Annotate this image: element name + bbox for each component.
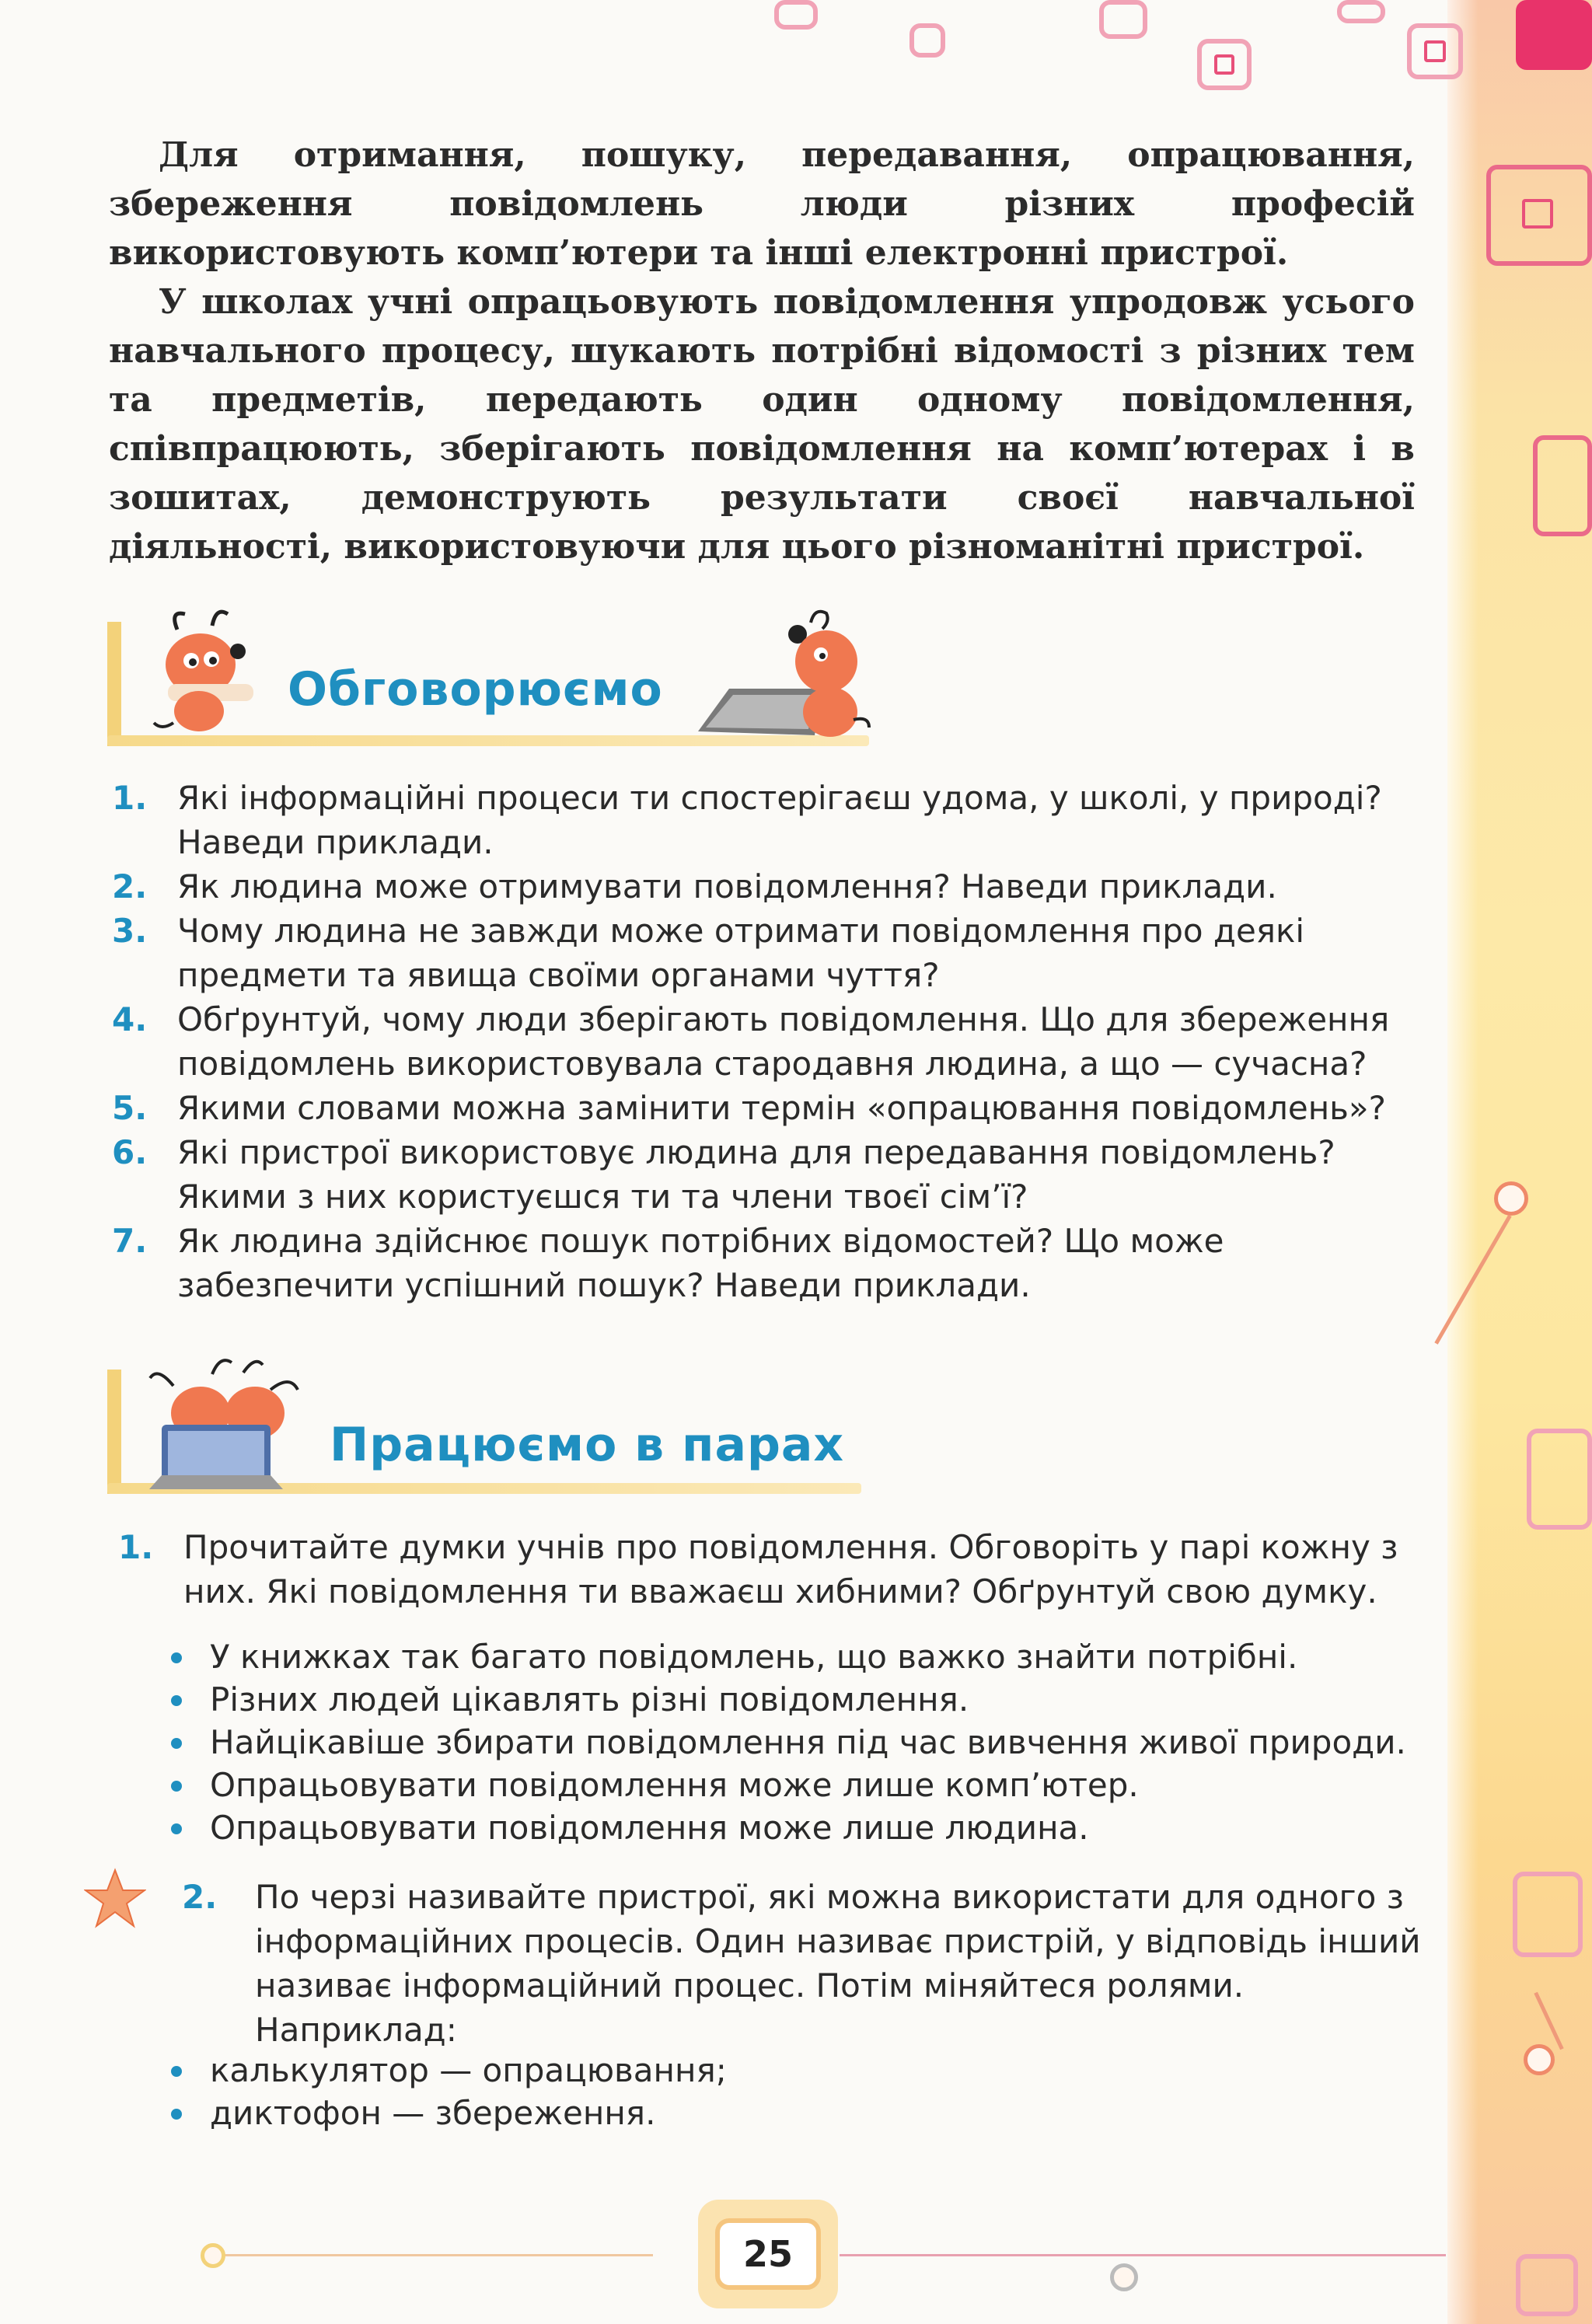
list-item — [117, 1875, 1423, 2052]
list-item — [165, 1635, 1424, 1678]
bullet-text: диктофон — збереження. — [210, 2094, 656, 2132]
bullet-icon — [171, 1652, 182, 1663]
list-item — [107, 909, 1421, 997]
decorative-circle — [1110, 2263, 1138, 2291]
bullet-text: Опрацьовувати повідомлення може лише комп’ютер. — [210, 1766, 1139, 1804]
pairs-task-list — [113, 1525, 1421, 1614]
decorative-circle — [1524, 2044, 1555, 2075]
section-header-pairs — [107, 1362, 861, 1494]
list-item — [165, 1678, 1424, 1721]
bullet-text: Опрацьовувати повідомлення може лише людина. — [210, 1809, 1089, 1847]
question-text: Які інформаційні процеси ти спостерігаєш удома, у школі, у природі? Наведи приклади. — [177, 779, 1382, 861]
bullet-icon — [171, 1781, 182, 1792]
discuss-question-list — [107, 776, 1421, 1307]
decorative-square — [1516, 2254, 1578, 2316]
example-bullet-list — [165, 2049, 1424, 2134]
question-text: Як людина здійснює пошук потрібних відомостей? Що може забезпечити успішний пошук? Наведи приклади. — [177, 1222, 1224, 1304]
pairs-task-list — [117, 1875, 1423, 2052]
question-text: Якими словами можна замінити термін «опрацювання повідомлень»? — [177, 1089, 1386, 1127]
section-title-pairs: Працюємо в парах — [330, 1418, 845, 1472]
bullet-text: У книжках так багато повідомлень, що важко знайти потрібні. — [210, 1638, 1298, 1676]
list-item — [165, 1806, 1424, 1849]
page-number-badge — [698, 2200, 838, 2308]
bullet-icon — [171, 2066, 182, 2077]
list-item — [107, 997, 1421, 1086]
decorative-circle — [201, 2243, 225, 2268]
decorative-side-band — [1447, 0, 1592, 2324]
decorative-line — [840, 2254, 1446, 2256]
decorative-square — [1513, 1872, 1583, 1957]
bullet-icon — [171, 1823, 182, 1834]
task-text: По черзі називайте пристрої, які можна використати для одного з інформаційних процесів. Один називає пристрій, у відповідь інший називає інформаційний процес. Потім міняйтеся ролями. Наприклад: — [255, 1878, 1421, 2049]
list-item — [165, 1721, 1424, 1764]
list-item — [107, 776, 1421, 864]
cartoon-dogs-laptop-icon — [138, 1351, 325, 1491]
decorative-circle — [1494, 1181, 1528, 1216]
task-number: 2. — [182, 1878, 218, 1916]
decorative-square — [1527, 1429, 1592, 1530]
task-text: Прочитайте думки учнів про повідомлення. Обговоріть у парі кожну з них. Які повідомлення ти вважаєш хибними? Обґрунтуй свою думку. — [183, 1528, 1398, 1610]
cartoon-dog-laptop-icon — [698, 603, 885, 743]
question-text: Які пристрої використовує людина для передавання повідомлень? Якими з них користуєшся ти та члени твоєї сім’ї? — [177, 1133, 1335, 1216]
decorative-square — [1486, 165, 1592, 266]
question-number: 5. — [112, 1089, 148, 1127]
decorative-square — [1197, 39, 1252, 90]
list-item — [113, 1525, 1421, 1614]
intro-text — [109, 131, 1415, 571]
question-number: 1. — [112, 779, 148, 817]
bullet-icon — [171, 1695, 182, 1706]
intro-paragraph: У школах учні опрацьовують повідомлення упродовж усього навчального процесу, шукають потрібні відомості з різних тем та предметів, передають один одному повідомлення, співпрацюють, зберігають повідомлення на комп’ютерах і в зошитах, демонструють результати своєї навчальної діяльності, використовуючи для цього різноманітні пристрої. — [109, 282, 1415, 567]
decorative-square — [1516, 0, 1592, 70]
question-text: Обґрунтуй, чому люди зберігають повідомлення. Що для збереження повідомлень використовувала стародавня людина, а що — сучасна? — [177, 1000, 1390, 1083]
section-header-discuss — [107, 614, 869, 746]
decorative-square — [774, 0, 818, 30]
decorative-square — [1337, 0, 1385, 23]
list-item — [165, 1764, 1424, 1806]
section-header-accent — [107, 622, 121, 746]
list-item — [107, 1219, 1421, 1307]
opinion-bullet-list — [165, 1635, 1424, 1849]
question-number: 6. — [112, 1133, 148, 1171]
bullet-icon — [171, 1738, 182, 1749]
bullet-text: калькулятор — опрацювання; — [210, 2051, 727, 2089]
bullet-icon — [171, 2109, 182, 2120]
list-item — [107, 1086, 1421, 1130]
section-title-discuss: Обговорюємо — [288, 662, 663, 717]
intro-paragraph: Для отримання, пошуку, передавання, опрацювання, збереження повідомлень люди різних професій використовують комп’ютери та інші електронні пристрої. — [109, 135, 1415, 273]
list-item — [107, 864, 1421, 909]
list-item — [107, 1130, 1421, 1219]
list-item — [165, 2049, 1424, 2092]
bullet-text: Найцікавіше збирати повідомлення під час вивчення живої природи. — [210, 1723, 1406, 1761]
question-number: 4. — [112, 1000, 148, 1038]
decorative-square — [909, 23, 945, 58]
question-number: 2. — [112, 867, 148, 906]
question-number: 7. — [112, 1222, 148, 1260]
question-number: 3. — [112, 912, 148, 950]
cartoon-dog-icon — [138, 606, 263, 738]
section-header-accent — [107, 1370, 121, 1494]
task-number: 1. — [118, 1528, 154, 1566]
decorative-line — [218, 2254, 653, 2256]
decorative-square — [1533, 435, 1592, 536]
bullet-text: Різних людей цікавлять різні повідомлення. — [210, 1680, 969, 1719]
decorative-square — [1099, 0, 1147, 39]
question-text: Чому людина не завжди може отримати повідомлення про деякі предмети та явища своїми органами чуття? — [177, 912, 1305, 994]
decorative-square — [1407, 23, 1463, 79]
list-item — [165, 2092, 1424, 2134]
page-number: 25 — [715, 2218, 821, 2290]
question-text: Як людина може отримувати повідомлення? Наведи приклади. — [177, 867, 1277, 906]
